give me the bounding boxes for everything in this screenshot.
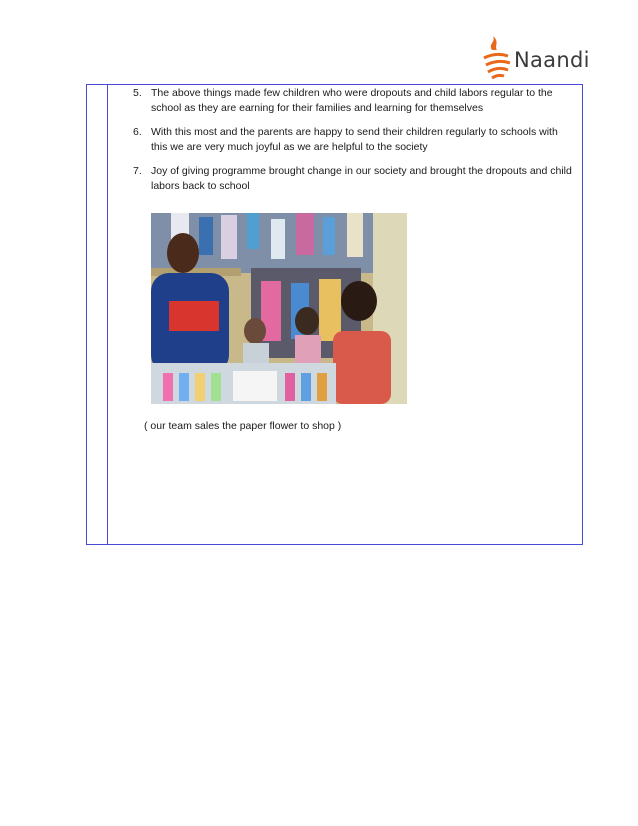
list-item bbox=[133, 86, 578, 116]
frame-divider bbox=[107, 84, 108, 545]
item-line: school as they are earning for their families and learning for themselves bbox=[151, 102, 484, 114]
item-number: 7. bbox=[133, 165, 142, 177]
flame-icon bbox=[482, 36, 514, 82]
item-number: 6. bbox=[133, 126, 142, 138]
shop-photo bbox=[151, 213, 407, 404]
item-line: Joy of giving programme brought change in our society and brought the dropouts and child bbox=[151, 165, 572, 177]
numbered-list bbox=[133, 86, 578, 203]
list-item bbox=[133, 164, 578, 194]
item-line: labors back to school bbox=[151, 180, 250, 192]
item-line: this we are very much joyful as we are helpful to the society bbox=[151, 141, 428, 153]
photo-caption: ( our team sales the paper flower to shop ) bbox=[144, 420, 342, 432]
item-line: With this most and the parents are happy to send their children regularly to schools with bbox=[151, 126, 558, 138]
logo-text: Naandi bbox=[514, 48, 590, 72]
item-line: The above things made few children who were dropouts and child labors regular to the bbox=[151, 87, 553, 99]
list-item bbox=[133, 125, 578, 155]
item-number: 5. bbox=[133, 87, 142, 99]
naandi-logo bbox=[482, 36, 592, 82]
